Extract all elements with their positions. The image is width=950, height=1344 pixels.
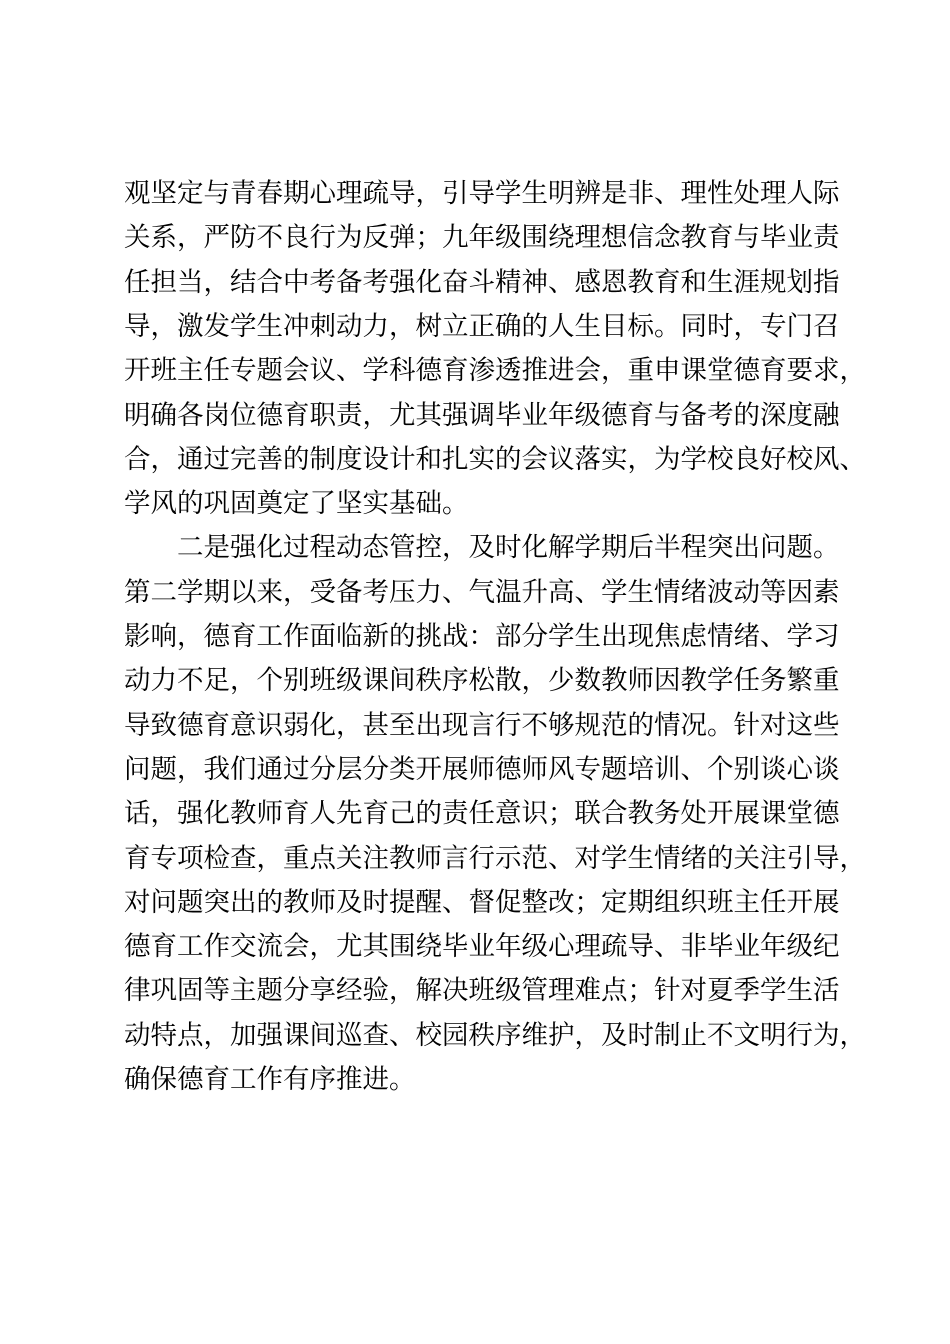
text-line: 对问题突出的教师及时提醒、督促整改；定期组织班主任开展: [124, 886, 840, 918]
text-line: 确保德育工作有序推进。: [124, 1064, 416, 1095]
text-line: 律巩固等主题分享经验，解决班级管理难点；针对夏季学生活: [124, 975, 840, 1007]
text-line: 话，强化教师育人先育己的责任意识；联合教务处开展课堂德: [124, 798, 840, 830]
text-line: 育专项检查，重点关注教师言行示范、对学生情绪的关注引导，: [124, 842, 866, 874]
text-line: 学风的巩固奠定了坚实基础。: [124, 488, 469, 520]
text-line: 德育工作交流会，尤其围绕毕业年级心理疏导、非毕业年级纪: [124, 931, 840, 963]
text-line: 关系，严防不良行为反弹；九年级围绕理想信念教育与毕业责: [124, 222, 840, 254]
text-line: 动力不足，个别班级课间秩序松散，少数教师因教学任务繁重: [124, 665, 840, 697]
text-line: 合，通过完善的制度设计和扎实的会议落实，为学校良好校风、: [124, 443, 866, 475]
paragraph-heading-line: 二是强化过程动态管控，及时化解学期后半程突出问题。: [177, 532, 840, 564]
text-line: 影响，德育工作面临新的挑战：部分学生出现焦虑情绪、学习: [124, 621, 840, 652]
text-line: 明确各岗位德育职责，尤其强调毕业年级德育与备考的深度融: [124, 399, 840, 431]
text-line: 问题，我们通过分层分类开展师德师风专题培训、个别谈心谈: [124, 753, 840, 785]
text-line: 动特点，加强课间巡查、校园秩序维护，及时制止不文明行为，: [124, 1019, 866, 1051]
text-line: 开班主任专题会议、学科德育渗透推进会，重申课堂德育要求，: [124, 355, 866, 387]
text-line: 任担当，结合中考备考强化奋斗精神、感恩教育和生涯规划指: [124, 266, 840, 298]
text-line: 观坚定与青春期心理疏导，引导学生明辨是非、理性处理人际: [124, 178, 840, 209]
text-line: 导，激发学生冲刺动力，树立正确的人生目标。同时，专门召: [124, 310, 840, 342]
text-line: 第二学期以来，受备考压力、气温升高、学生情绪波动等因素: [124, 576, 840, 608]
text-line: 导致德育意识弱化，甚至出现言行不够规范的情况。针对这些: [124, 709, 840, 741]
